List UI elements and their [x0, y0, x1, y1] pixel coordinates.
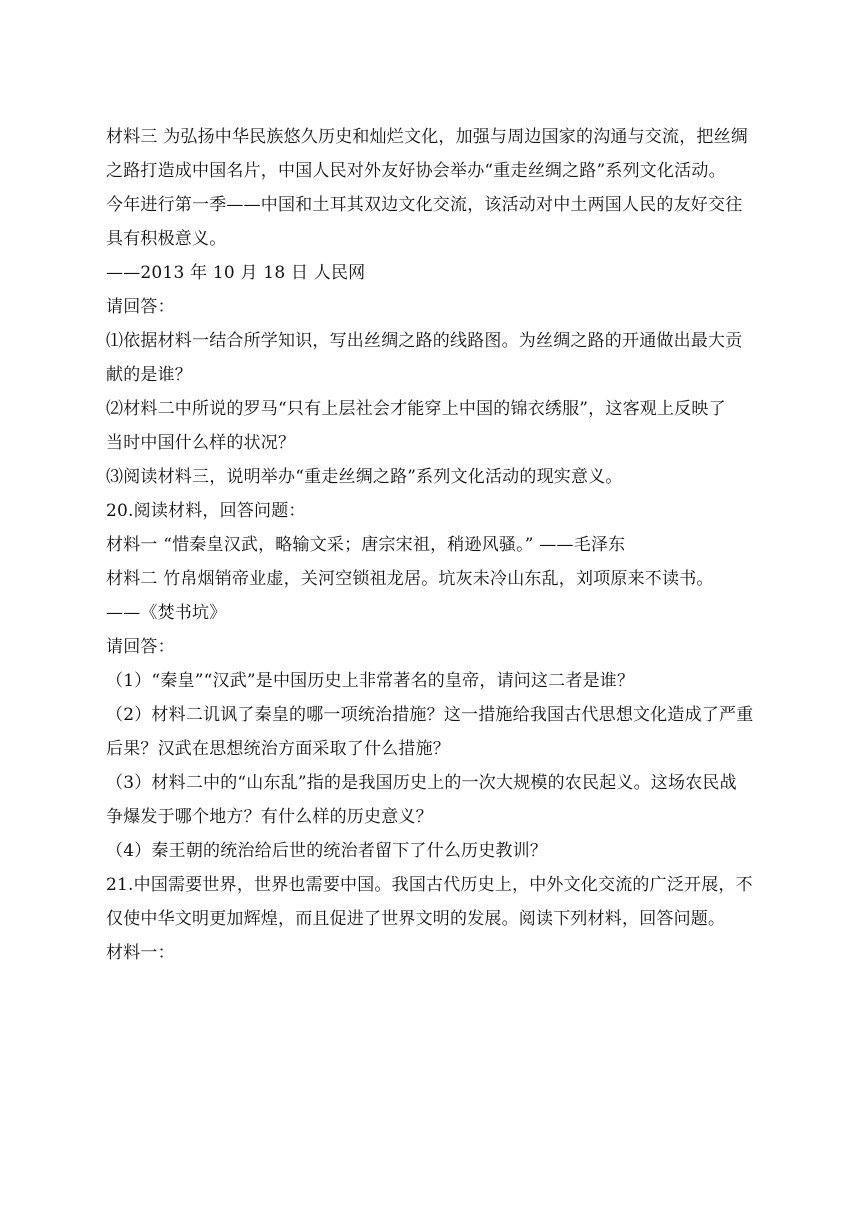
question-line: ⑵材料二中所说的罗马“只有上层社会才能穿上中国的锦衣绣服”，这客观上反映了 [106, 399, 726, 419]
question-heading: 20.阅读材料，回答问题： [106, 501, 306, 521]
prompt-line: 请回答： [106, 637, 175, 657]
question-heading: 仅使中华文明更加辉煌，而且促进了世界文明的发展。阅读下列材料，回答问题。 [106, 909, 726, 929]
question-line: （3）材料二中的“山东乱”指的是我国历史上的一次大规模的农民起义。这场农民战 [106, 773, 737, 793]
text-line: 今年进行第一季——中国和土耳其双边文化交流，该活动对中土两国人民的友好交往 [106, 195, 743, 215]
material-line: 材料一： [106, 943, 175, 963]
source-line: ——2013 年 10 月 18 日 人民网 [106, 263, 366, 283]
question-heading: 21.中国需要世界，世界也需要中国。我国古代历史上，中外文化交流的广泛开展，不 [106, 875, 753, 895]
question-line: （1）“秦皇”“汉武”是中国历史上非常著名的皇帝，请问这二者是谁？ [106, 671, 635, 691]
question-line: ⑴依据材料一结合所学知识，写出丝绸之路的线路图。为丝绸之路的开通做出最大贡 [106, 331, 743, 351]
prompt-line: 请回答： [106, 297, 175, 317]
question-line: （2）材料二讥讽了秦皇的哪一项统治措施？这一措施给我国古代思想文化造成了严重 [106, 705, 754, 725]
question-line: 争爆发于哪个地方？有什么样的历史意义？ [106, 807, 433, 827]
question-line: 后果？汉武在思想统治方面采取了什么措施？ [106, 739, 450, 759]
text-line: 具有积极意义。 [106, 229, 227, 249]
text-line: 材料三 为弘扬中华民族悠久历史和灿烂文化，加强与周边国家的沟通与交流，把丝绸 [106, 127, 749, 147]
material-line: 材料二 竹帛烟销帝业虚，关河空锁祖龙居。坑灰未冷山东乱，刘项原来不读书。 [106, 569, 714, 589]
text-line: 之路打造成中国名片，中国人民对外友好协会举办“重走丝绸之路”系列文化活动。 [106, 161, 726, 181]
question-line: ⑶阅读材料三，说明举办“重走丝绸之路”系列文化活动的现实意义。 [106, 467, 623, 487]
material-line: 材料一 “惜秦皇汉武，略输文采；唐宗宋祖，稍逊风骚。” ——毛泽东 [106, 535, 626, 555]
document-body [106, 120, 766, 970]
source-line: ——《焚书坑》 [106, 603, 227, 623]
question-line: 献的是谁？ [106, 365, 192, 385]
question-line: 当时中国什么样的状况？ [106, 433, 296, 453]
question-line: （4）秦王朝的统治给后世的统治者留下了什么历史教训？ [106, 841, 548, 861]
